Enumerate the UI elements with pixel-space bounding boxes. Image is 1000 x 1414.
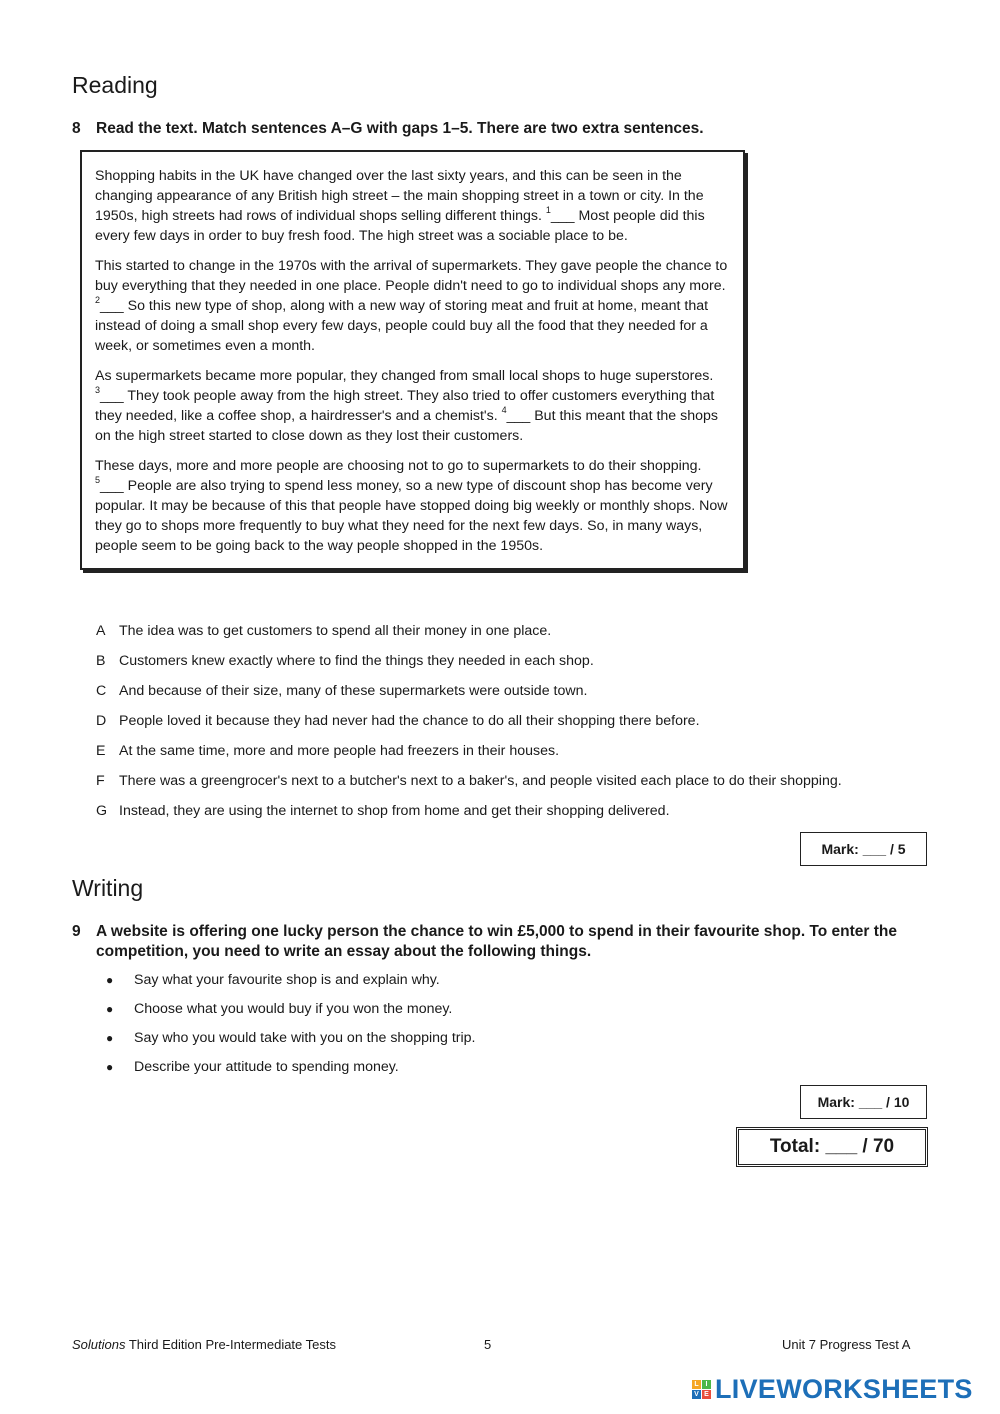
option-a [96,621,976,651]
logo-cell: I [702,1380,711,1389]
option-letter: D [96,713,107,729]
option-e [96,741,976,771]
instruction-text: A website is offering one lucky person the chance to win £5,000 to spend in their favourite shop. To enter the competition, you need to write an essay about the following things. [96,923,897,960]
option-letter: F [96,773,105,789]
footer-page-number: 5 [484,1337,492,1352]
option-text: There was a greengrocer's next to a butcher's next to a baker's, and people visited each place to do their shopping. [119,773,842,789]
footer-book-title [72,1337,336,1352]
book-title-italic: Solutions [72,1337,126,1352]
option-b [96,651,976,681]
list-item [106,1028,476,1057]
logo-cell: E [702,1390,711,1399]
option-c [96,681,976,711]
gap-number-3: 3 [95,385,101,396]
option-letter: A [96,623,106,639]
task-number: 8 [72,120,81,137]
passage-paragraph-1 [95,166,731,246]
text: Shopping habits in the UK have changed over the last sixty years, and this can be seen in the changing appearance of any British high street – the main shopping street in a town or city. In the 1950s, high streets had rows of individual shops selling different things. [95,168,704,224]
list-item [106,1057,476,1086]
liveworksheets-logo[interactable] [692,1374,973,1405]
option-g [96,801,976,831]
logo-text: LIVEWORKSHEETS [715,1374,973,1404]
logo-grid-icon [692,1380,711,1399]
writing-bullet-list [106,970,476,1086]
bullet-text: Choose what you would buy if you won the money. [134,1001,453,1017]
option-text: Customers knew exactly where to find the things they needed in each shop. [119,653,594,669]
gap-blank-4[interactable]: ___ [506,408,531,424]
option-letter: G [96,803,108,819]
bullet-icon: ● [106,1031,114,1045]
gap-blank-3[interactable]: ___ [100,388,124,404]
option-text: The idea was to get customers to spend all their money in one place. [119,623,552,639]
option-letter: C [96,683,107,699]
text: They took people away from the high street. They also tried to offer customers everything that they needed, like a coffee shop, a hairdresser's and a chemist's. [95,388,715,424]
option-text: And because of their size, many of these supermarkets were outside town. [119,683,588,699]
gap-number-2: 2 [95,295,101,306]
logo-cell: V [692,1390,701,1399]
option-f [96,771,976,801]
text: These days, more and more people are choosing not to go to supermarkets to do their shopping. [95,458,702,474]
book-title-rest: Third Edition Pre-Intermediate Tests [125,1337,336,1352]
bullet-icon: ● [106,1002,114,1016]
text: But this meant that the shops on the high street started to close down as they lost their customers. [95,408,718,444]
instruction-text: Read the text. Match sentences A–G with gaps 1–5. There are two extra sentences. [96,120,704,137]
passage-paragraph-3 [95,366,731,446]
option-letter: B [96,653,106,669]
reading-heading: Reading [72,72,158,98]
text: People are also trying to spend less money, so a new type of discount shop has become very popular. It may be because of this that people have stopped doing big weekly or monthly shops. Now they go to shops more frequently to buy what they need for the next few days. So, in many ways, people seem to be going back to the way people shopped in the 1950s. [95,478,728,554]
logo-cell: L [692,1380,701,1389]
list-item [106,999,476,1028]
gap-number-4: 4 [501,405,507,416]
bullet-text: Say what your favourite shop is and explain why. [134,972,440,988]
writing-instruction [72,922,912,962]
option-text: People loved it because they had never had the chance to do all their shopping there before. [119,713,700,729]
text: This started to change in the 1970s with the arrival of supermarkets. They gave people the chance to buy everything that they needed in one place. People didn't need to go to individual shops any more. [95,258,728,294]
gap-number-5: 5 [95,475,101,486]
bullet-icon: ● [106,973,114,987]
gap-number-1: 1 [545,205,551,216]
option-letter: E [96,743,106,759]
footer-test-name: Unit 7 Progress Test A [782,1337,911,1352]
text: Most people did this every few days in order to buy fresh food. The high street was a sociable place to be. [95,208,705,244]
gap-blank-2[interactable]: ___ [100,298,124,314]
writing-heading: Writing [72,875,144,901]
sentence-options [96,621,976,831]
total-mark-box: Total: ___ / 70 [736,1127,928,1167]
passage-paragraph-4 [95,456,731,556]
text: So this new type of shop, along with a new way of storing meat and fruit at home, meant that instead of doing a small shop every few days, people could buy all the food that they needed for a week, or sometimes even a month. [95,298,709,354]
task-number: 9 [72,923,81,940]
gap-blank-5[interactable]: ___ [100,478,124,494]
passage-paragraph-2 [95,256,731,356]
reading-passage [80,150,745,570]
writing-mark-box: Mark: ___ / 10 [800,1085,927,1119]
bullet-text: Say who you would take with you on the shopping trip. [134,1030,476,1046]
text: As supermarkets became more popular, they changed from small local shops to huge superstores. [95,368,714,384]
bullet-text: Describe your attitude to spending money. [134,1059,399,1075]
gap-blank-1[interactable]: ___ [550,208,575,224]
reading-mark-box: Mark: ___ / 5 [800,832,927,866]
reading-instruction [72,119,912,139]
option-text: At the same time, more and more people had freezers in their houses. [119,743,560,759]
option-text: Instead, they are using the internet to shop from home and get their shopping delivered. [119,803,670,819]
list-item [106,970,476,999]
option-d [96,711,976,741]
bullet-icon: ● [106,1060,114,1074]
